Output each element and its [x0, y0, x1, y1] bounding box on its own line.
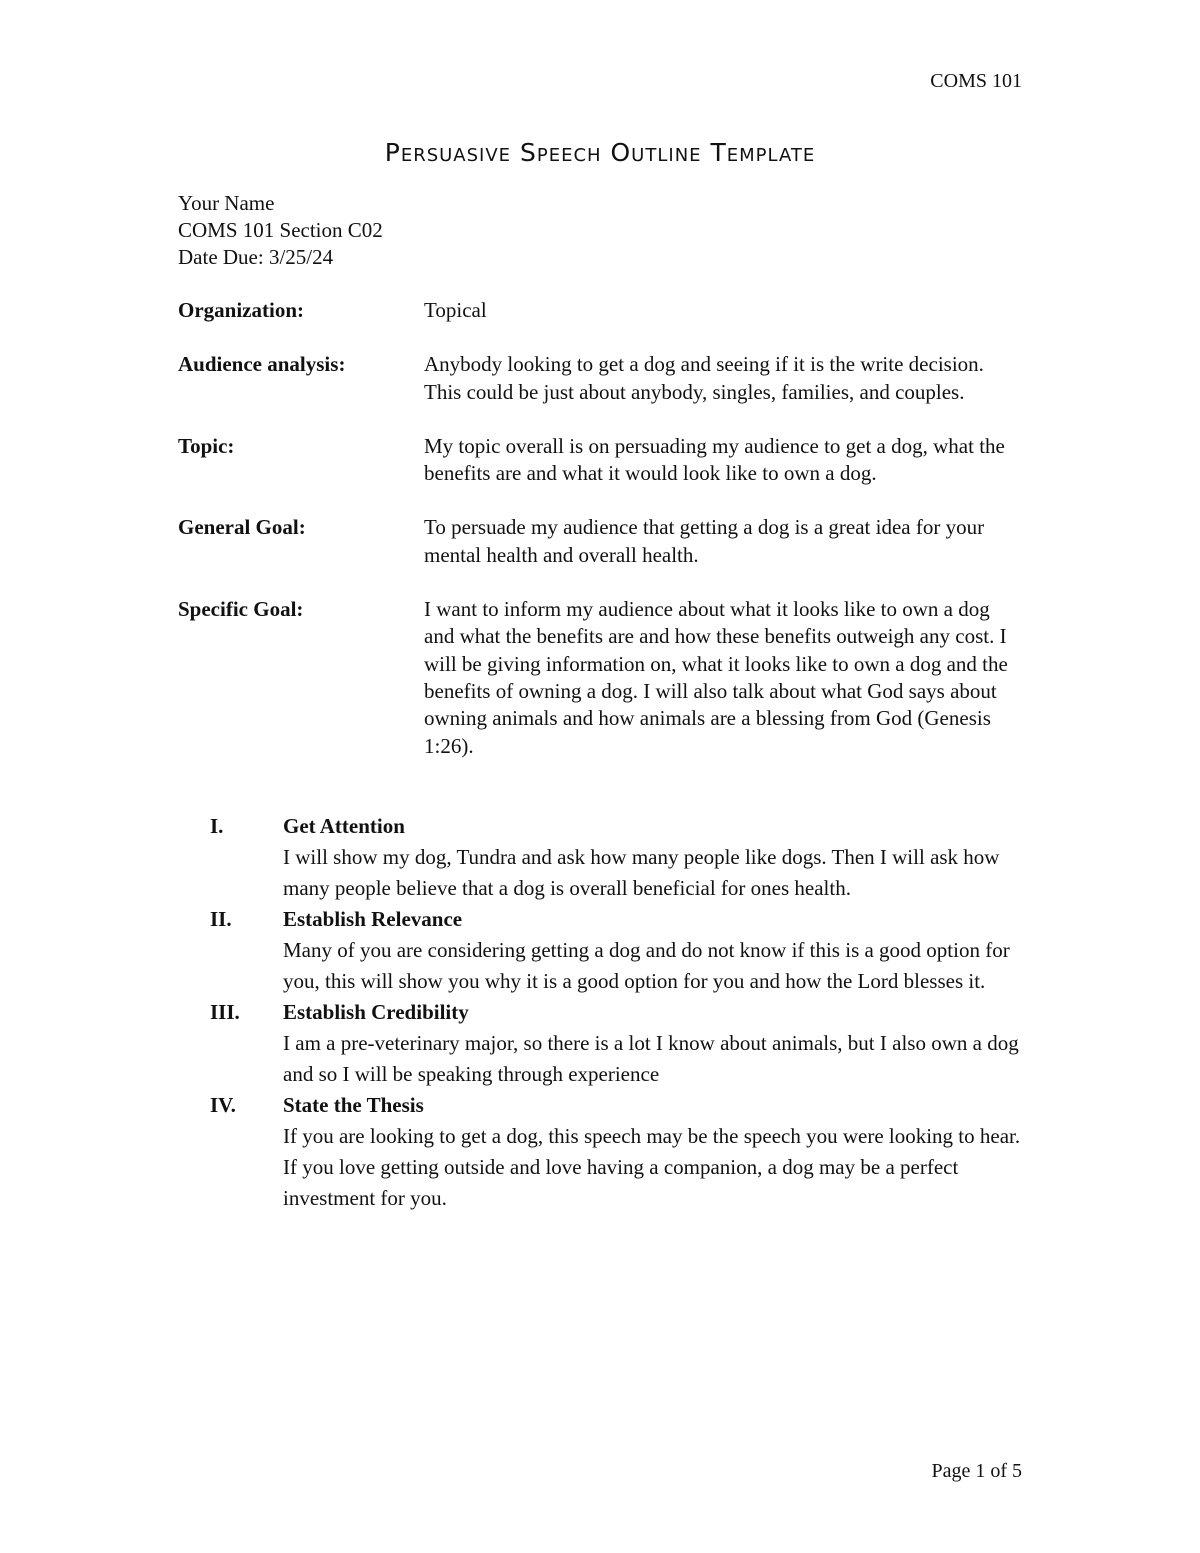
outline-heading: Establish Relevance	[283, 907, 463, 931]
outline-item	[210, 1090, 1030, 1214]
info-label: Topic:	[178, 433, 235, 458]
speech-outline	[210, 811, 1030, 1214]
info-row-specific-goal	[178, 596, 1028, 760]
outline-text: Many of you are considering getting a dog and do not know if this is a good option for you, this will show you why it is a good option for you and how the Lord blesses it.	[283, 938, 1010, 993]
outline-item	[210, 997, 1030, 1090]
info-value: To persuade my audience that getting a dog is a great idea for your mental health and overall health.	[424, 515, 985, 567]
outline-heading: Get Attention	[283, 814, 405, 838]
outline-item	[210, 904, 1030, 997]
info-label: Specific Goal:	[178, 597, 304, 622]
outline-body	[283, 904, 1028, 997]
outline-body	[283, 1090, 1028, 1214]
outline-heading: State the Thesis	[283, 1093, 424, 1117]
outline-heading: Establish Credibility	[283, 1000, 469, 1024]
header-course: COMS 101	[930, 70, 1022, 92]
outline-number: III.	[210, 1000, 240, 1024]
info-label: Organization:	[178, 298, 304, 322]
outline-body	[283, 997, 1028, 1090]
info-value: Topical	[424, 298, 487, 322]
info-row-organization	[178, 297, 1028, 324]
outline-number: IV.	[210, 1093, 236, 1117]
outline-text: I will show my dog, Tundra and ask how many people like dogs. Then I will ask how many people believe that a dog is overall beneficial for ones health.	[283, 845, 1000, 900]
outline-number: I.	[210, 814, 224, 838]
info-row-general-goal	[178, 514, 1028, 569]
page-number: Page 1 of 5	[931, 1460, 1022, 1482]
outline-text: If you are looking to get a dog, this speech may be the speech you were looking to hear. If you love getting outside and love having a companion, a dog may be a perfect investment for you.	[283, 1124, 1021, 1210]
outline-text: I am a pre-veterinary major, so there is a lot I know about animals, but I also own a dog and so I will be speaking through experience	[283, 1031, 1019, 1086]
info-row-topic	[178, 433, 1028, 488]
info-value: My topic overall is on persuading my audience to get a dog, what the benefits are and what it would look like to own a dog.	[424, 433, 1005, 486]
outline-body	[283, 811, 1028, 904]
speech-info-table	[178, 297, 1028, 760]
student-info	[178, 190, 383, 271]
due-date: Date Due: 3/25/24	[178, 245, 334, 269]
course-section: COMS 101 Section C02	[178, 218, 383, 242]
info-label: Audience analysis:	[178, 352, 346, 377]
outline-number: II.	[210, 907, 232, 931]
outline-item	[210, 811, 1030, 904]
student-name: Your Name	[178, 191, 275, 215]
info-row-audience-analysis	[178, 351, 1028, 406]
info-label: General Goal:	[178, 515, 306, 540]
info-value: I want to inform my audience about what it looks like to own a dog and what the benefits are and how these benefits outweigh any cost. I will be giving information on, what it looks like to own a dog and the benefits of owning a dog. I will also talk about what God says about owning animals and how animals are a blessing from God (Genesis 1:26).	[424, 597, 1008, 758]
info-value: Anybody looking to get a dog and seeing if it is the write decision. This could be just about anybody, singles, families, and couples.	[424, 352, 984, 404]
page-title: Persuasive Speech Outline Template	[384, 138, 816, 167]
